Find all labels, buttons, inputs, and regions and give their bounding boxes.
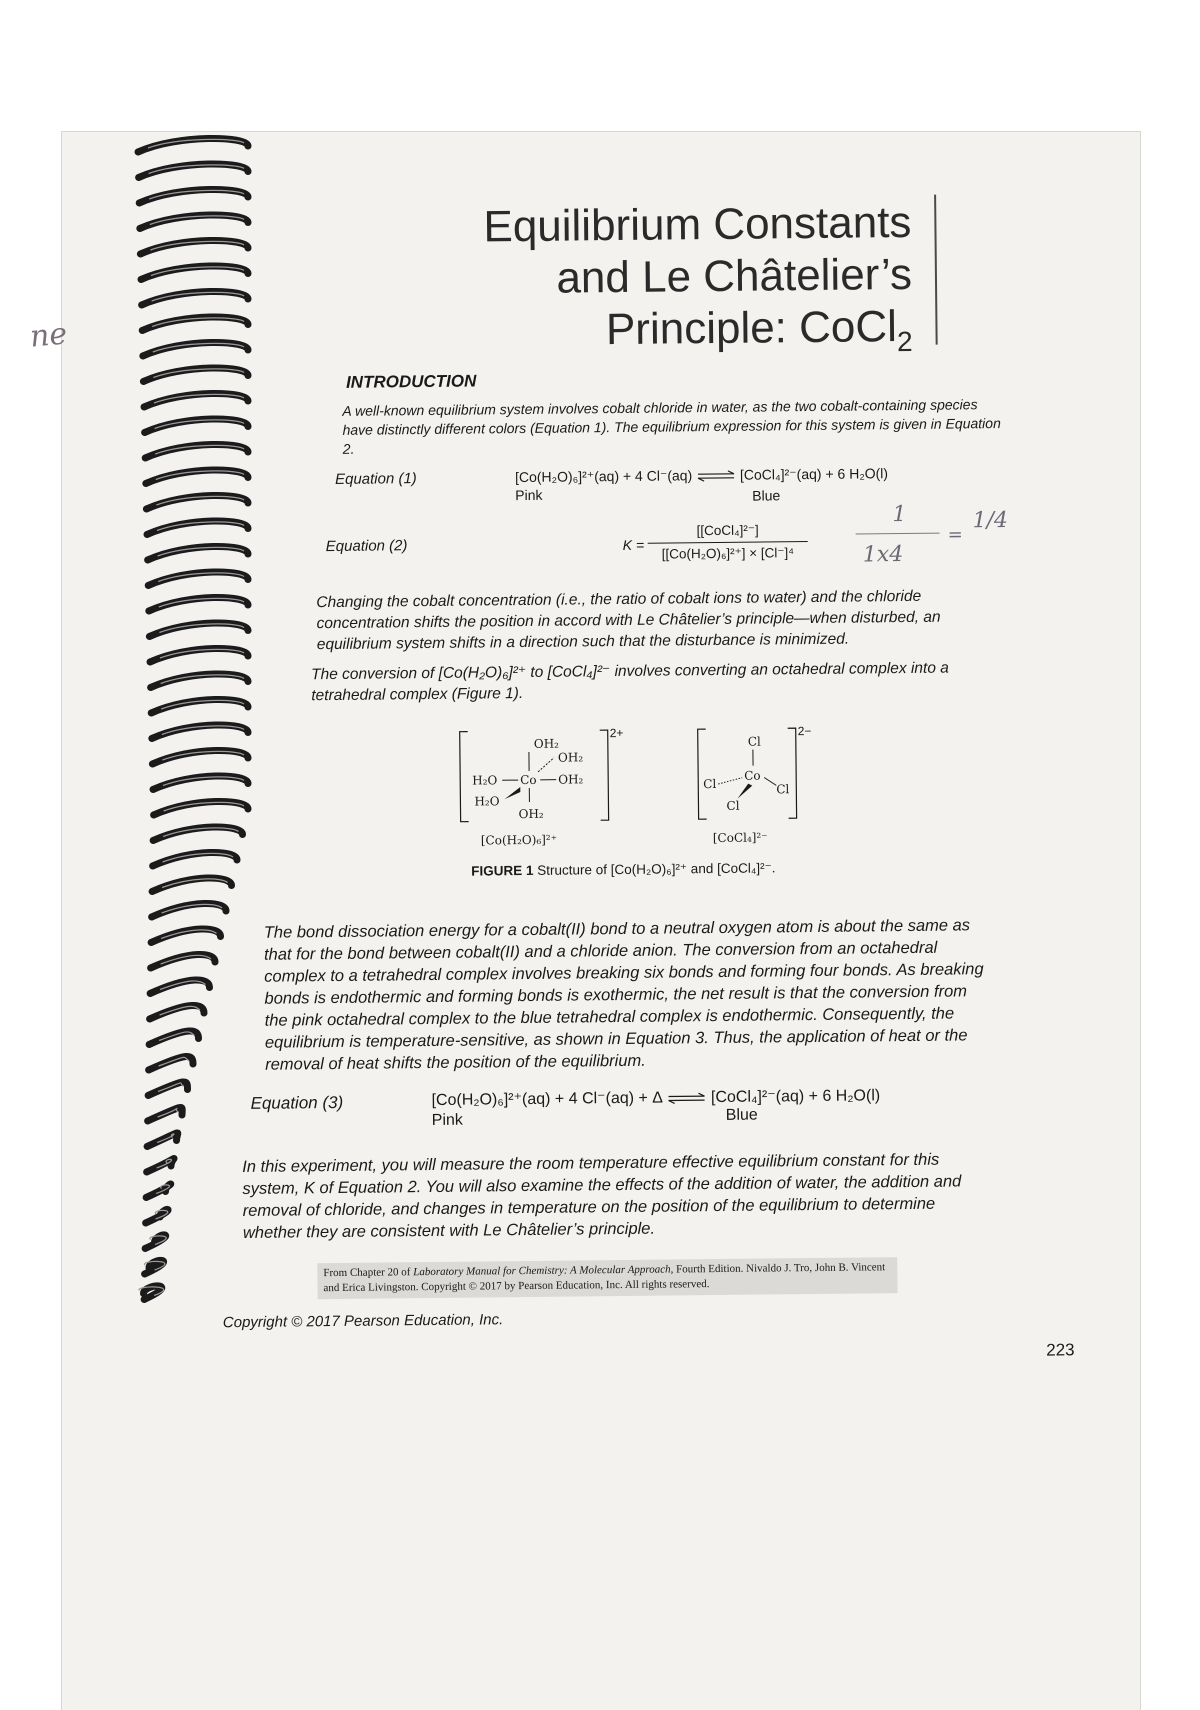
figure-1-structures [450, 723, 831, 857]
tetrahedral-complex [698, 724, 813, 845]
title-rule [934, 195, 938, 345]
svg-text:OH₂: OH₂ [534, 737, 559, 751]
equation-3-blue: Blue [726, 1107, 758, 1125]
equation-1-blue: Blue [752, 487, 780, 503]
svg-text:OH₂: OH₂ [518, 807, 543, 821]
equation-2-numerator: [[CoCl₄]²⁻] [648, 522, 808, 540]
equation-2-k: K = [623, 537, 645, 553]
svg-text:OH₂: OH₂ [558, 772, 583, 786]
svg-text:Cl: Cl [776, 782, 789, 796]
equation-3-pink: Pink [432, 1112, 463, 1130]
handwritten-numerator: 1 [892, 502, 906, 527]
handwritten-equals: = [948, 524, 963, 545]
right-charge-label: 2− [798, 724, 812, 738]
svg-text:Cl: Cl [748, 735, 761, 749]
equation-3-label: Equation (3) [250, 1093, 343, 1114]
equation-2-fraction [648, 522, 808, 563]
handwritten-denominator: 1x4 [863, 542, 904, 567]
left-charge-label: 2+ [610, 726, 624, 740]
handwritten-fraction-bar [856, 533, 940, 535]
figure-1-caption [471, 860, 775, 879]
equation-3-lhs: [Co(H₂O)₆]²⁺(aq) + 4 Cl⁻(aq) + Δ [431, 1090, 662, 1109]
equation-1-label: Equation (1) [335, 470, 417, 488]
svg-text:Co: Co [744, 769, 761, 783]
equation-1-rhs: [CoCl₄]²⁻(aq) + 6 H₂O(l) [740, 465, 888, 483]
equation-1-lhs: [Co(H₂O)₆]²⁺(aq) + 4 Cl⁻(aq) [515, 467, 692, 485]
left-formula-label: [Co(H₂O)₆]²⁺ [481, 833, 557, 848]
handwritten-result: 1/4 [972, 508, 1008, 533]
octahedral-complex [460, 726, 625, 848]
fraction-bar [648, 541, 808, 544]
source-citation: From Chapter 20 of Laboratory Manual for Chemistry: A Molecular Approach, Fourth Edition. Nivaldo J. Tro, John B. Vincent and Erica Livingston. Copyright © 2017 by Pearson Education, Inc. All rights reserved. [317, 1257, 897, 1299]
intro-paragraph-2: Changing the cobalt concentration (i.e., the ratio of cobalt ions to water) and the chloride concentration shifts the position in accord with Le Châtelier’s principle—when disturbed, an equilibrium system shifts in a direction such that the disturbance is minimized. [316, 585, 1001, 655]
equation-2-label: Equation (2) [326, 537, 408, 555]
equation-1 [515, 465, 888, 486]
right-formula-label: [CoCl₄]²⁻ [713, 830, 768, 845]
copyright-notice: Copyright © 2017 Pearson Education, Inc. [223, 1311, 504, 1331]
chapter-title [483, 197, 913, 372]
svg-text:H₂O: H₂O [472, 773, 497, 787]
title-line-3: Principle: CoCl$_2$ [484, 301, 913, 372]
section-heading: INTRODUCTION [346, 371, 477, 392]
margin-handwriting: ne [29, 316, 69, 354]
svg-text:Cl: Cl [703, 777, 716, 791]
intro-paragraph-3: The conversion of [Co(H₂O)₆]²⁺ to [CoCl₄]²⁻ involves converting an octahedral complex into a tetrahedral complex (Figure 1). [311, 657, 1001, 706]
equilibrium-arrow-icon [696, 470, 736, 482]
equation-2-denominator: [[Co(H₂O)₆]²⁺] × [Cl⁻]⁴ [648, 545, 808, 563]
page-number: 223 [1046, 1340, 1075, 1360]
title-line-2: and Le Châtelier’s [484, 249, 912, 305]
equation-1-pink: Pink [515, 487, 542, 503]
figure-1-text: Structure of [Co(H₂O)₆]²⁺ and [CoCl₄]²⁻. [537, 860, 775, 877]
intro-paragraph-1: A well-known equilibrium system involves cobalt chloride in water, as the two cobalt-containing species have distinctly different colors (Equation 1). The equilibrium expression for this system is given in Equation 2. [342, 395, 1003, 459]
svg-text:H₂O: H₂O [474, 794, 499, 808]
figure-1-label: FIGURE 1 [471, 863, 533, 879]
intro-paragraph-4: The bond dissociation energy for a cobalt(II) bond to a neutral oxygen atom is about the same as that for the bond between cobalt(II) and a chloride anion. The conversion from an octahedral complex to a tetrahedral complex involves breaking six bonds and forming four bonds. As breaking bonds is endothermic and forming bonds is exothermic, the net result is that the conversion from the pink octahedral complex to the blue tetrahedral complex is endothermic. Consequently, the equilibrium is temperature-sensitive, as shown in Equation 3. Thus, the application of heat or the removal of heat shifts the position of the equilibrium. [264, 914, 994, 1076]
equilibrium-arrow-icon [666, 1092, 706, 1104]
intro-paragraph-5: In this experiment, you will measure the room temperature effective equilibrium constant for this system, K of Equation 2. You will also examine the effects of the addition of water, the addition and removal of chloride, and changes in temperature on the position of the equilibrium to determine whether they are consistent with Le Châtelier’s principle. [242, 1148, 991, 1244]
equation-3 [431, 1085, 880, 1110]
title-line-1: Equilibrium Constants [483, 197, 911, 253]
equation-3-rhs: [CoCl₄]²⁻(aq) + 6 H₂O(l) [711, 1087, 880, 1106]
svg-text:Co: Co [520, 773, 537, 787]
svg-text:OH₂: OH₂ [558, 750, 583, 764]
svg-text:Cl: Cl [726, 799, 739, 813]
